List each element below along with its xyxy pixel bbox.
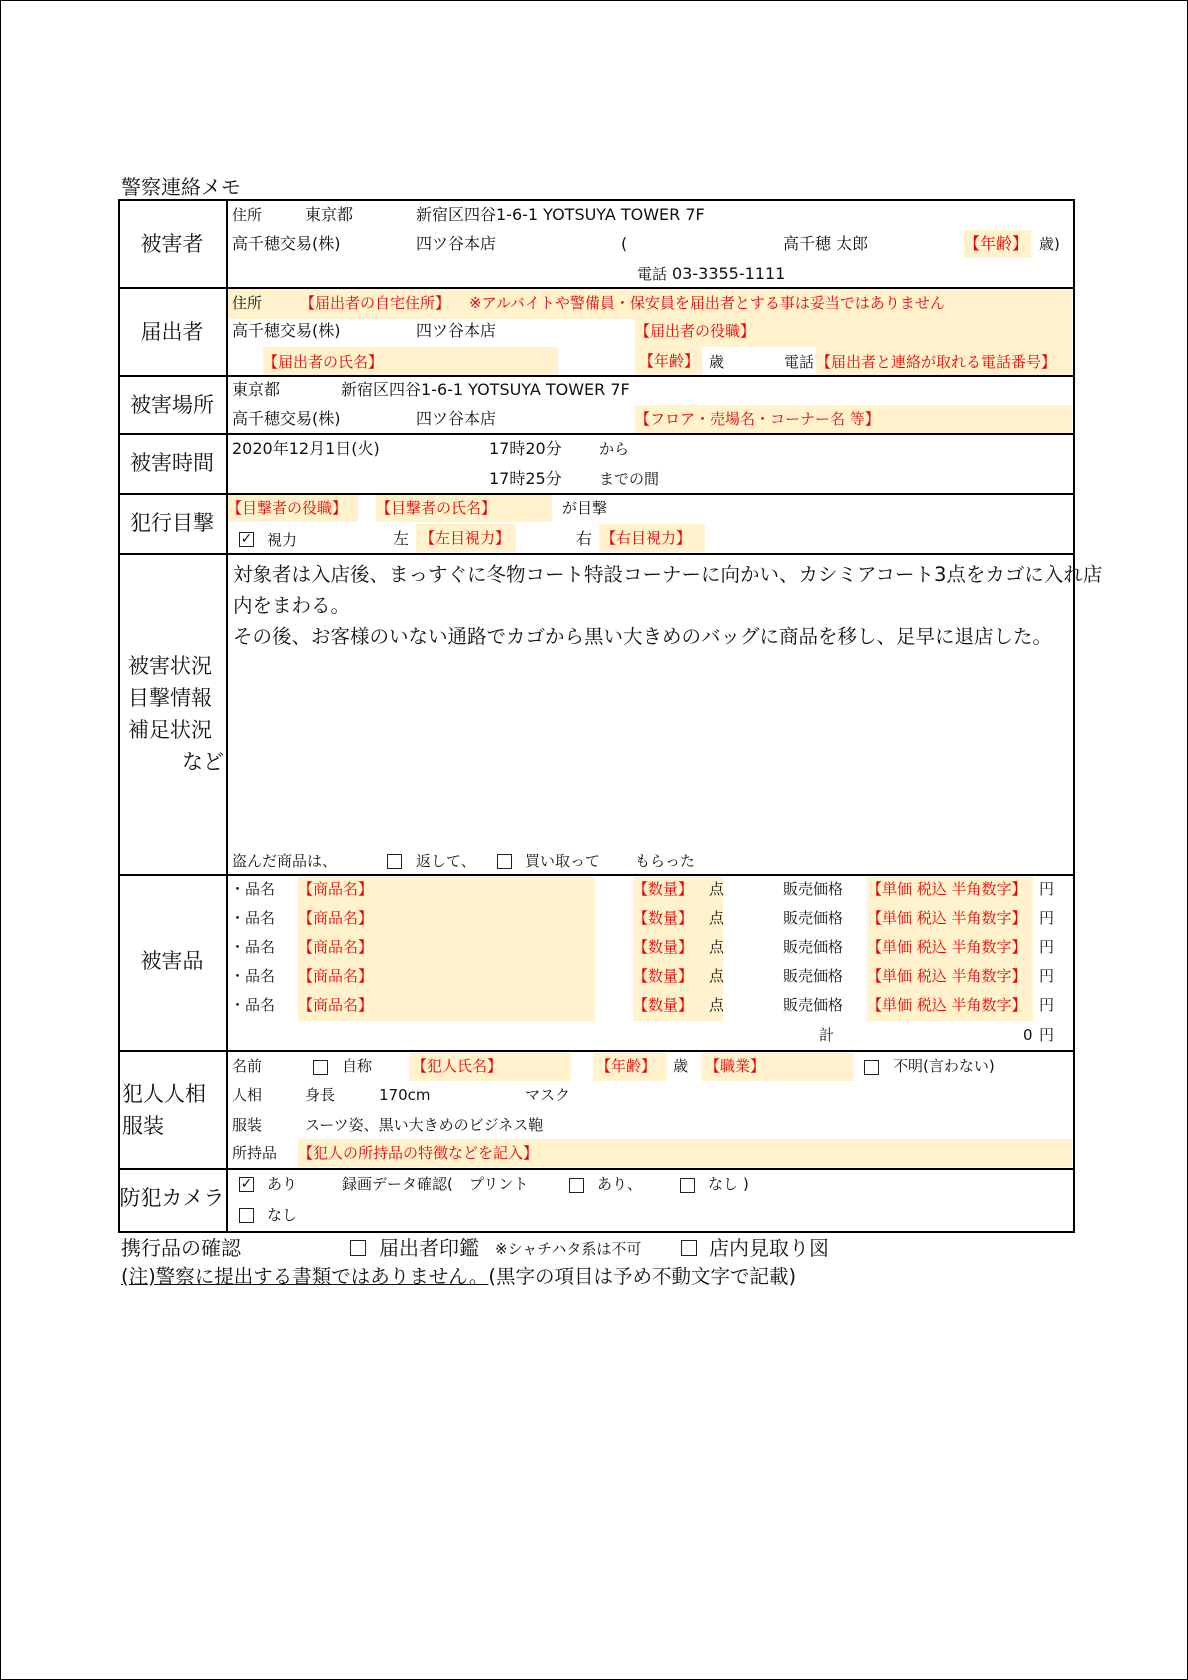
item-name-label: ・品名 (230, 938, 276, 956)
suspect-age-unit: 歳 (673, 1057, 689, 1075)
item-currency: 円 (1039, 967, 1055, 985)
location-floor: 【フロア・売場名・コーナー名 等】 (635, 410, 880, 428)
time-from: から (599, 440, 630, 458)
item-price: 【単価 税込 半角数字】 (867, 880, 1027, 898)
location-label: 被害場所 (130, 393, 214, 417)
vision-label: 視力 (267, 531, 298, 549)
camera-yes-label: あり (267, 1175, 298, 1193)
received-label: もらった (635, 852, 696, 870)
self-claim-label: 自称 (342, 1057, 373, 1075)
victim-paren-open: ( (621, 234, 628, 253)
belongings-label: 所持品 (232, 1144, 278, 1162)
victim-person-name: 高千穂 太郎 (783, 234, 869, 253)
situation-label-line: 目撃情報 (128, 686, 212, 710)
rec-no-checkbox[interactable] (680, 1178, 695, 1193)
recording-label: 録画データ確認( (342, 1175, 453, 1193)
victim-address: 新宿区四谷1-6-1 YOTSUYA TOWER 7F (416, 205, 705, 224)
item-qty-unit: 点 (709, 996, 725, 1014)
situation-label-line: など (182, 750, 224, 774)
suspect-job: 【職業】 (705, 1057, 766, 1075)
item-name: 【商品名】 (298, 967, 374, 985)
returned-checkbox[interactable] (387, 854, 402, 869)
witness-position: 【目撃者の役職】 (227, 499, 348, 517)
seal-checkbox[interactable] (350, 1240, 366, 1256)
item-qty: 【数量】 (633, 938, 694, 956)
witness-label: 犯行目撃 (130, 511, 214, 535)
situation-text[interactable] (233, 559, 1102, 652)
item-price: 【単価 税込 半角数字】 (867, 996, 1027, 1014)
item-name: 【商品名】 (298, 909, 374, 927)
row-divider (118, 493, 1073, 495)
suspect-label-line: 犯人人相 (122, 1082, 206, 1106)
items-total-label: 計 (819, 1026, 835, 1044)
item-qty-unit: 点 (709, 880, 725, 898)
item-price: 【単価 税込 半角数字】 (867, 967, 1027, 985)
row-divider (118, 1168, 1073, 1170)
time-start: 17時20分 (489, 439, 562, 458)
suspect-age: 【年齢】 (596, 1057, 657, 1075)
left-vision: 【左目視力】 (420, 529, 511, 547)
rec-yes-checkbox[interactable] (569, 1178, 584, 1193)
item-qty-unit: 点 (709, 938, 725, 956)
item-qty-unit: 点 (709, 909, 725, 927)
stolen-goods-label: 盗んだ商品は、 (232, 852, 338, 870)
victim-age-suffix: 歳) (1039, 235, 1060, 253)
victim-address-label: 住所 (232, 206, 263, 224)
victim-company: 高千穂交易(株) (232, 234, 341, 253)
camera-no-checkbox[interactable] (239, 1208, 254, 1223)
bought-label: 買い取って (525, 852, 601, 870)
item-price-label: 販売価格 (783, 880, 844, 898)
rec-yes-label: あり、 (597, 1175, 643, 1193)
item-qty: 【数量】 (633, 967, 694, 985)
print-label: プリント (469, 1175, 529, 1193)
location-company: 高千穂交易(株) (232, 409, 341, 428)
memo-title: 警察連絡メモ (121, 175, 241, 199)
rec-no-label: なし (708, 1175, 739, 1193)
unknown-checkbox[interactable] (864, 1060, 879, 1075)
seal-label: 届出者印鑑 (379, 1236, 479, 1260)
self-claim-checkbox[interactable] (313, 1060, 328, 1075)
row-divider (118, 287, 1073, 289)
item-price-label: 販売価格 (783, 938, 844, 956)
note-underlined: (注)警察に提出する書類ではありません。 (121, 1265, 489, 1288)
height-value: 170cm (379, 1086, 431, 1104)
witness-witnessed: が目撃 (562, 499, 608, 517)
suspect-label (122, 1078, 222, 1142)
reporter-label: 届出者 (140, 320, 204, 344)
item-name: 【商品名】 (298, 938, 374, 956)
situation-text-line: 対象者は入店後、まっすぐに冬物コート特設コーナーに向かい、カシミアコート3点をカゴに入れ店 (233, 563, 1103, 586)
reporter-age: 【年齢】 (639, 352, 700, 370)
victim-branch: 四ツ谷本店 (416, 234, 497, 253)
time-date: 2020年12月1日(火) (232, 439, 380, 458)
items-total-value: 0 (1023, 1026, 1033, 1044)
item-name: 【商品名】 (298, 996, 374, 1014)
bought-checkbox[interactable] (497, 854, 512, 869)
suspect-name-label: 名前 (232, 1057, 263, 1075)
seal-note: ※シャチハタ系は不可 (495, 1240, 642, 1258)
suspect-label-line: 服装 (122, 1114, 164, 1138)
reporter-home-address: 【届出者の自宅住所】 (300, 294, 451, 312)
reporter-phone-label: 電話 (784, 353, 815, 371)
footer-note (121, 1267, 796, 1287)
witness-name: 【目撃者の氏名】 (376, 499, 497, 517)
unknown-label: 不明(言わない) (893, 1057, 995, 1075)
item-price-label: 販売価格 (783, 996, 844, 1014)
items-label: 被害品 (140, 949, 204, 973)
row-divider (118, 433, 1073, 435)
row-divider (118, 1050, 1073, 1052)
close-paren: ) (743, 1175, 749, 1193)
item-currency: 円 (1039, 909, 1055, 927)
item-currency: 円 (1039, 938, 1055, 956)
item-currency: 円 (1039, 880, 1055, 898)
victim-prefecture: 東京都 (305, 205, 354, 224)
situation-text-line: その後、お客様のいない通路でカゴから黒い大きめのバッグに商品を移し、足早に退店した。 (233, 625, 1053, 648)
item-price: 【単価 税込 半角数字】 (867, 909, 1027, 927)
item-name: 【商品名】 (298, 880, 374, 898)
row-divider (118, 375, 1073, 377)
clothing-label: 服装 (232, 1116, 263, 1134)
reporter-notice: ※アルバイトや警備員・保安員を届出者とする事は妥当ではありません (469, 294, 945, 312)
location-branch: 四ツ谷本店 (416, 409, 497, 428)
location-prefecture: 東京都 (232, 380, 281, 399)
vision-checkbox[interactable]: ✓ (240, 531, 253, 547)
situation-label-line: 被害状況 (128, 654, 212, 678)
floor-plan-checkbox[interactable] (681, 1240, 697, 1256)
item-currency: 円 (1039, 996, 1055, 1014)
reporter-age-unit: 歳 (709, 353, 725, 371)
row-divider (118, 553, 1073, 555)
location-address: 新宿区四谷1-6-1 YOTSUYA TOWER 7F (341, 380, 630, 399)
reporter-address-label: 住所 (232, 294, 263, 312)
time-label: 被害時間 (130, 451, 214, 475)
item-qty: 【数量】 (633, 996, 694, 1014)
situation-text-line: 内をまわる。 (233, 594, 351, 617)
belongings: 【犯人の所持品の特徴などを記入】 (298, 1144, 539, 1162)
victim-phone-label: 電話 (637, 265, 668, 283)
item-price-label: 販売価格 (783, 967, 844, 985)
reporter-branch: 四ツ谷本店 (416, 321, 497, 340)
item-qty: 【数量】 (633, 880, 694, 898)
victim-age-placeholder: 【年齢】 (964, 234, 1029, 253)
reporter-company: 高千穂交易(株) (232, 321, 341, 340)
height-label: 身長 (305, 1086, 336, 1104)
item-name-label: ・品名 (230, 996, 276, 1014)
items-total-currency: 円 (1039, 1026, 1055, 1044)
reporter-phone: 【届出者と連絡が取れる電話番号】 (816, 353, 1057, 371)
left-vision-label: 左 (393, 529, 410, 548)
situation-label-line: 補足状況 (128, 718, 212, 742)
item-price-label: 販売価格 (783, 909, 844, 927)
item-name-label: ・品名 (230, 967, 276, 985)
item-qty-unit: 点 (709, 967, 725, 985)
item-price: 【単価 税込 半角数字】 (867, 938, 1027, 956)
returned-label: 返して、 (416, 852, 476, 870)
time-until: までの間 (599, 470, 660, 488)
right-vision-label: 右 (576, 529, 593, 548)
items-confirm: 携行品の確認 (121, 1236, 241, 1260)
camera-yes-checkbox[interactable]: ✓ (240, 1176, 253, 1192)
victim-phone: 03-3355-1111 (672, 264, 786, 283)
clothing-value: スーツ姿、黒い大きめのビジネス鞄 (305, 1116, 544, 1134)
label-column-divider (226, 199, 228, 1231)
camera-no-label: なし (267, 1206, 298, 1224)
reporter-name: 【届出者の氏名】 (263, 353, 384, 371)
mask-label: マスク (525, 1086, 571, 1104)
time-end: 17時25分 (489, 469, 562, 488)
features-label: 人相 (232, 1086, 263, 1104)
victim-label: 被害者 (140, 232, 204, 256)
suspect-name: 【犯人氏名】 (412, 1057, 503, 1075)
item-name-label: ・品名 (230, 880, 276, 898)
reporter-position: 【届出者の役職】 (635, 322, 756, 340)
row-divider (118, 874, 1073, 876)
note-rest: (黒字の項目は予め不動文字で記載) (488, 1265, 797, 1288)
item-name-label: ・品名 (230, 909, 276, 927)
camera-label: 防犯カメラ (119, 1186, 225, 1210)
floor-plan-label: 店内見取り図 (709, 1236, 829, 1260)
situation-label (128, 650, 224, 778)
item-qty: 【数量】 (633, 909, 694, 927)
right-vision: 【右目視力】 (601, 529, 692, 547)
